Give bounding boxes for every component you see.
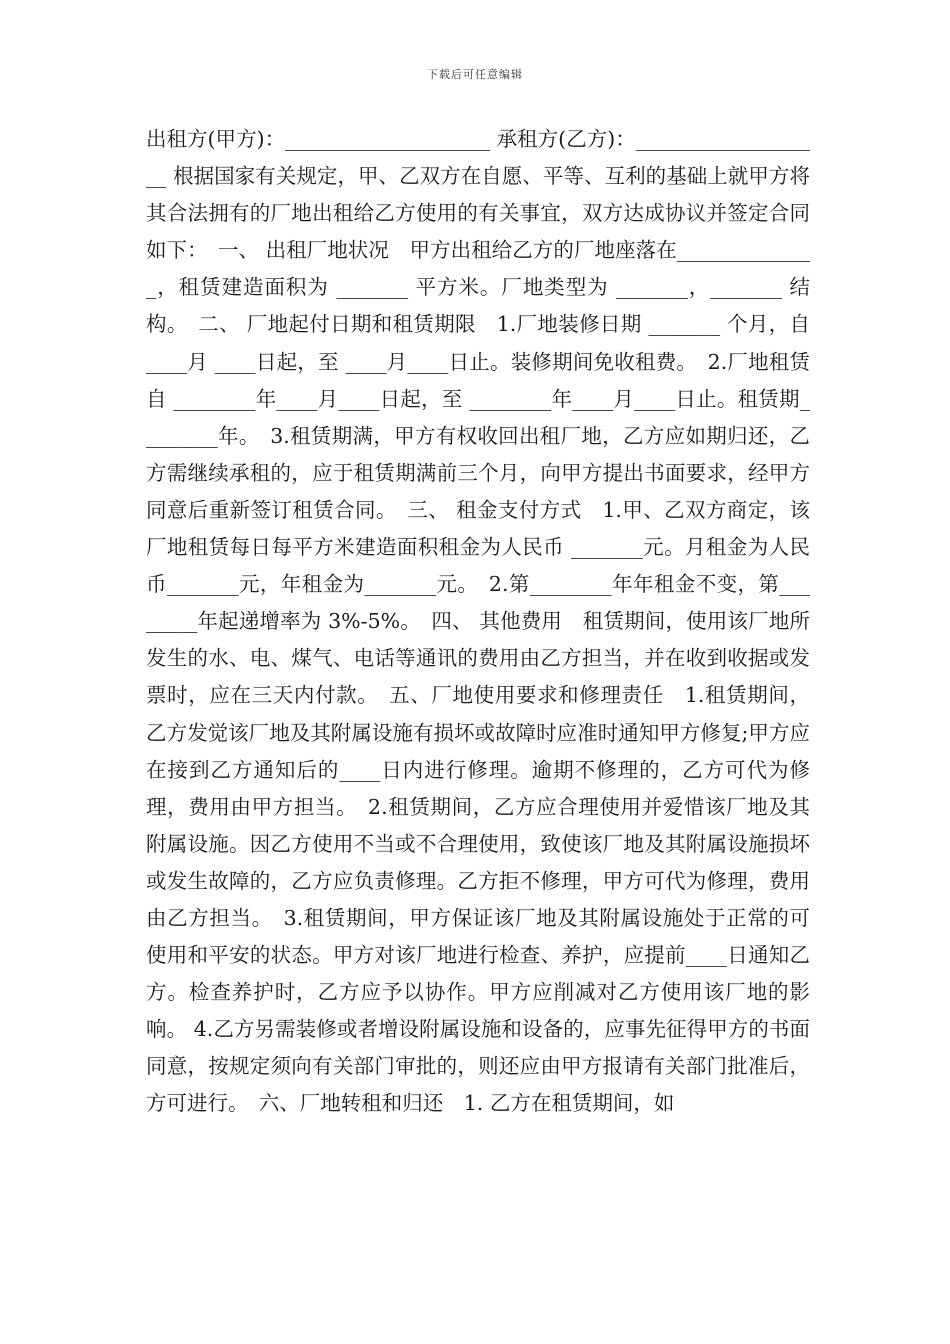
page-header: 下载后可任意编辑 [427,68,523,81]
contract-paragraph: 出租方(甲方)：____________________ 承租方(乙方)：___________________ 根据国家有关规定，甲、乙双方在自愿、平等、互利的基础上就甲方将其合法拥有的厂地出租给乙方使用的有关事宜，双方达成协议并签定合同如下： 一、 出租厂地状况 甲方出租给乙方的厂地座落在______________，租赁建造面积为 _______ 平方米。厂地类型为 _______，_______ 结构。 二、 厂地起付日期和租赁期限 1.厂地装修日期 _______ 个月，自 ____月 ____日起，至 ____月____日止。装修期间免收租费。 2.厂地租赁自 ________年____月____日起，至 ________年____月____日止。租赁期________年。 3.租赁期满，甲方有权收回出租厂地，乙方应如期归还，乙方需继续承租的，应于租赁期满前三个月，向甲方提出书面要求，经甲方同意后重新签订租赁合同。 三、 租金支付方式 1.甲、乙双方商定，该厂地租赁每日每平方米建造面积租金为人民币 _______元。月租金为人民币_______元，年租金为_______元。 2.第________年年租金不变，第________年起递增率为 3%-5%。 四、 其他费用 租赁期间，使用该厂地所发生的水、电、煤气、电话等通讯的费用由乙方担当，并在收到收据或发票时，应在三天内付款。 五、厂地使用要求和修理责任 1.租赁期间，乙方发觉该厂地及其附属设施有损坏或故障时应准时通知甲方修复;甲方应在接到乙方通知后的____日内进行修理。逾期不修理的，乙方可代为修理，费用由甲方担当。 2.租赁期间，乙方应合理使用并爱惜该厂地及其附属设施。因乙方使用不当或不合理使用，致使该厂地及其附属设施损坏或发生故障的，乙方应负责修理。乙方拒不修理，甲方可代为修理，费用由乙方担当。 3.租赁期间，甲方保证该厂地及其附属设施处于正常的可使用和平安的状态。甲方对该厂地进行检查、养护，应提前____日通知乙方。检查养护时，乙方应予以协作。甲方应削减对乙方使用该厂地的影响。 4.乙方另需装修或者增设附属设施和设备的，应事先征得甲方的书面同意，按规定须向有关部门审批的，则还应由甲方报请有关部门批准后，方可进行。 六、厂地转租和归还 1. 乙方在租赁期间，如 [146,127,810,1116]
contract-body [146,121,810,1123]
